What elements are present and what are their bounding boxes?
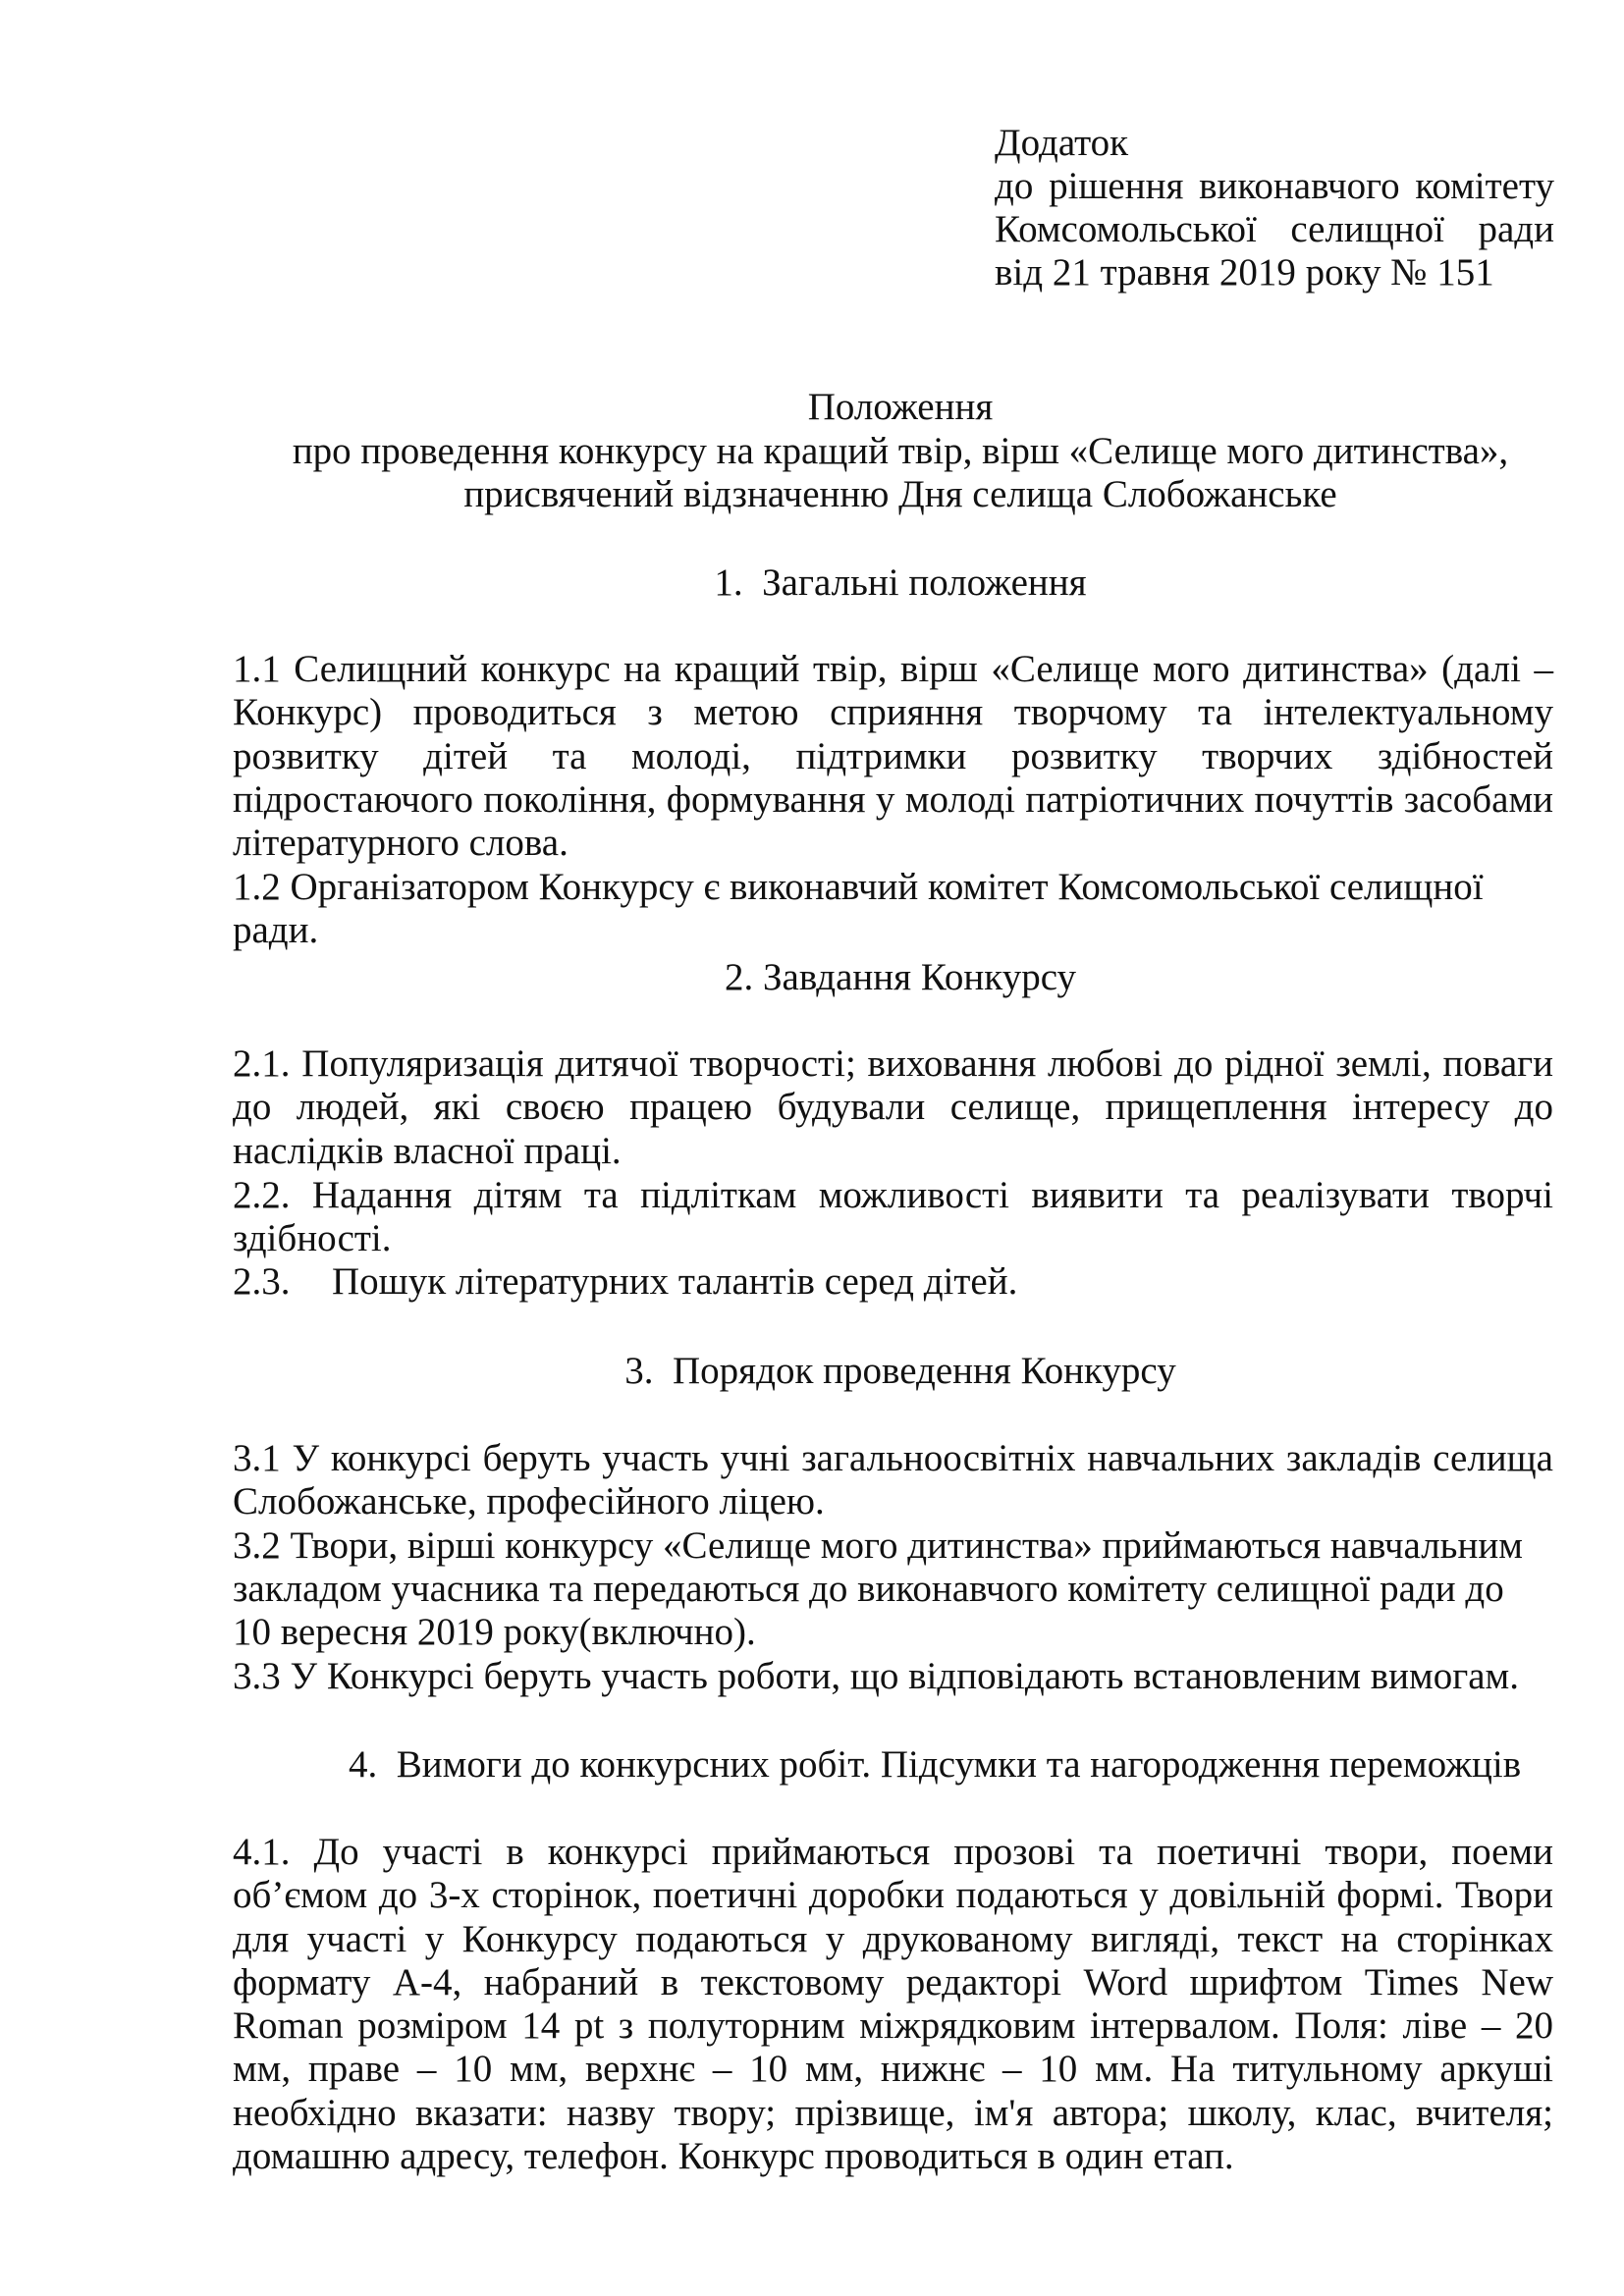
paragraph-1-2: 1.2 Організатором Конкурсу є виконавчий комітет Комсомольської селищної ради. xyxy=(233,866,1484,952)
paragraph-3-2-line-3: 10 вересня 2019 року(включно). xyxy=(233,1611,756,1653)
paragraph-3-1: 3.1 У конкурсі беруть участь учні загальноосвітніх навчальних закладів селища Слобожанське, професійного ліцею. xyxy=(233,1437,1553,1523)
section-2-heading: 2. Завдання Конкурсу xyxy=(724,956,1076,998)
paragraph-4-1: 4.1. До участі в конкурсі приймаються прозові та поетичні твори, поеми об’ємом до 3-х сторінок, поетичні доробки подаються у довільній формі. Твори для участі у Конкурсу подаються у друкованому вигляді, текст на сторінках формату А-4, набраний в текстовому редакторі Word шрифтом Times New Roman розміром 14 pt з полуторним міжрядковим інтервалом. Поля: ліве – 20 мм, праве – 10 мм, верхнє – 10 мм, нижнє – 10 мм. На титульному аркуші необхідно вказати: назву твору; прізвище, ім'я автора; школу, клас, вчителя; домашню адресу, телефон. Конкурс проводиться в один етап. xyxy=(233,1831,1553,2178)
paragraph-2-1: 2.1. Популяризація дитячої творчості; виховання любові до рідної землі, поваги до людей, які своєю працею будували селище, прищеплення інтересу до наслідків власної праці. xyxy=(233,1042,1553,1172)
paragraph-3-3: 3.3 У Конкурсі беруть участь роботи, що відповідають встановленим вимогам. xyxy=(233,1655,1519,1697)
annex-line-1: Додаток xyxy=(995,122,1129,164)
paragraph-2-3-text: Пошук літературних талантів серед дітей. xyxy=(332,1260,1018,1303)
paragraph-2-3-number: 2.3. xyxy=(233,1260,291,1303)
paragraph-3-2-line-2: закладом учасника та передаються до виконавчого комітету селищної ради до xyxy=(233,1568,1504,1610)
paragraph-3-2-line-1: 3.2 Твори, вірші конкурсу «Селище мого дитинства» приймаються навчальним xyxy=(233,1524,1523,1567)
section-4-heading: 4. Вимоги до конкурсних робіт. Підсумки та нагородження переможців xyxy=(349,1743,1522,1786)
paragraph-1-1: 1.1 Селищний конкурс на кращий твір, вірш «Селище мого дитинства» (далі – Конкурс) проводиться з метою сприяння творчому та інтелектуальному розвитку дітей та молоді, підтримки розвитку творчих здібностей підростаючого покоління, формування у молоді патріотичних почуттів засобами літературного слова. xyxy=(233,648,1553,865)
document-subtitle-2: присвячений відзначенню Дня селища Слобожанське xyxy=(463,473,1337,515)
paragraph-2-2: 2.2. Надання дітям та підліткам можливості виявити та реалізувати творчі здібності. xyxy=(233,1174,1553,1260)
annex-line-4: від 21 травня 2019 року № 151 xyxy=(995,251,1494,294)
annex-line-3: Комсомольської селищної ради xyxy=(995,208,1554,250)
document-subtitle-1: про проведення конкурсу на кращий твір, вірш «Селище мого дитинства», xyxy=(292,430,1509,472)
document-title: Положення xyxy=(807,386,994,428)
annex-line-2: до рішення виконавчого комітету xyxy=(995,165,1554,207)
section-3-heading: 3. Порядок проведення Конкурсу xyxy=(624,1350,1176,1392)
section-1-heading: 1. Загальні положення xyxy=(714,561,1087,604)
